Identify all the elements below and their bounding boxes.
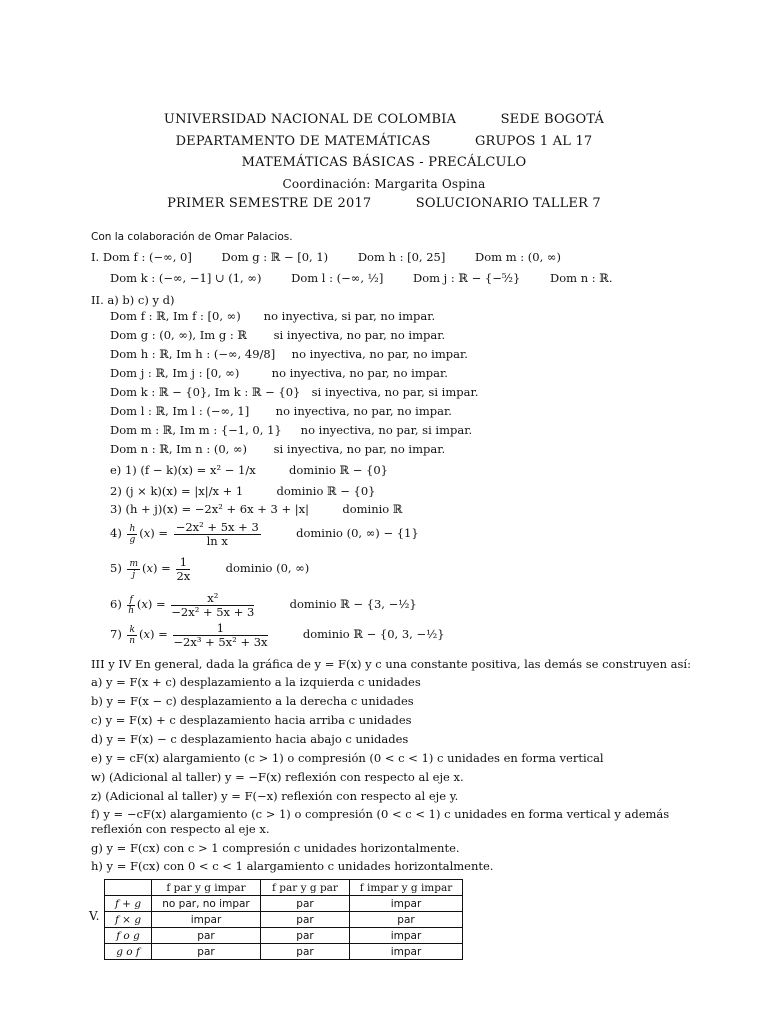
table-cell: impar [152, 912, 261, 928]
table-cell: par [152, 928, 261, 944]
property-domain: Dom n : ℝ, Im n : (0, ∞) [110, 442, 248, 456]
operation-domain: dominio ℝ − {3, −½} [289, 597, 417, 611]
operation-domain: dominio (0, ∞) [225, 561, 310, 575]
operation-expression: (j × k)(x) = |x|/x + 1 [125, 484, 244, 498]
section-1-row-2 [110, 270, 613, 286]
property-row [110, 403, 452, 419]
property-domain: Dom k : ℝ − {0}, Im k : ℝ − {0} [110, 385, 301, 399]
table-row [105, 896, 463, 912]
domain-j: Dom j : ℝ − {−⁵⁄₂} [412, 271, 521, 285]
property-text: no inyectiva, no par, no impar. [275, 404, 452, 418]
operation-row: 4) $\frac{h}{g}$ (x) = $\frac{\text{−2x² + 5x + 3}}{\text{ln x}}$ dominio (0, ∞) − {1} [110, 519, 419, 548]
transform-item: c) y = F(x) + c desplazamiento hacia arriba c unidades [91, 713, 412, 727]
groups-label: GRUPOS 1 AL 17 [474, 134, 593, 149]
operation-expression: (h + j)(x) = −2x² + 6x + 3 + |x| [125, 502, 310, 516]
operation-domain: dominio ℝ − {0} [289, 463, 389, 477]
campus-name: SEDE BOGOTÁ [500, 112, 605, 127]
table-cell: par [261, 928, 350, 944]
property-row [110, 441, 445, 457]
section-5-label: V. [89, 909, 100, 923]
row-header: f + g [105, 896, 152, 912]
table-cell: par [261, 912, 350, 928]
column-header: f par y g par [261, 880, 350, 896]
property-text: si inyectiva, no par, no impar. [273, 328, 446, 342]
operation-lhs: $\frac{k}{n}$ [129, 624, 136, 646]
semester-label: PRIMER SEMESTRE DE 2017 [167, 196, 372, 211]
course-title: MATEMÁTICAS BÁSICAS - PRECÁLCULO [241, 155, 527, 170]
operation-label: e) 1) [110, 463, 137, 477]
operation-domain: dominio ℝ − {0, 3, −½} [302, 627, 445, 641]
column-header: f par y g impar [152, 880, 261, 896]
table-row [105, 928, 463, 944]
operation-rhs: $\frac{\text{x²}}{\text{−2x² + 5x + 3}}$ [171, 590, 255, 619]
operation-domain: dominio ℝ − {0} [276, 484, 376, 498]
transform-item: f) y = −cF(x) alargamiento (c > 1) o compresión (0 < c < 1) c unidades en forma vertical y además [91, 807, 670, 821]
header-line-5 [0, 196, 768, 211]
property-domain: Dom l : ℝ, Im l : (−∞, 1] [110, 404, 250, 418]
property-text: no inyectiva, no par, si impar. [300, 423, 473, 437]
table-row [105, 944, 463, 960]
transform-item: w) (Adicional al taller) y = −F(x) reflexión con respecto al eje x. [91, 770, 464, 784]
section-3-intro: III y IV En general, dada la gráfica de y = F(x) y c una constante positiva, las demás se construyen así: [91, 657, 691, 671]
table-cell: par [261, 896, 350, 912]
table-cell: impar [350, 928, 463, 944]
operation-label: 5) [110, 561, 122, 575]
operation-lhs: $\frac{m}{j}$ [129, 558, 139, 580]
property-domain: Dom j : ℝ, Im j : [0, ∞) [110, 366, 240, 380]
property-row [110, 346, 468, 362]
row-header: f o g [105, 928, 152, 944]
row-header: f × g [105, 912, 152, 928]
operation-row: 5) $\frac{m}{j}$ (x) = $\frac{1}{2x}$ dominio (0, ∞) [110, 554, 310, 583]
transform-item: d) y = F(x) − c desplazamiento hacia abajo c unidades [91, 732, 409, 746]
table-cell: no par, no impar [152, 896, 261, 912]
transform-item: h) y = F(cx) con 0 < c < 1 alargamiento c unidades horizontalmente. [91, 859, 494, 873]
domain-l: Dom l : (−∞, ½] [291, 271, 384, 285]
property-text: no inyectiva, no par, no impar. [291, 347, 468, 361]
property-domain: Dom h : ℝ, Im h : (−∞, 49/8] [110, 347, 276, 361]
coordination-line: Coordinación: Margarita Ospina [282, 177, 486, 191]
transform-item: e) y = cF(x) alargamiento (c > 1) o compresión (0 < c < 1) c unidades en forma vertical [91, 751, 604, 765]
domain-n: Dom n : ℝ. [550, 271, 613, 285]
property-text: no inyectiva, si par, no impar. [263, 309, 436, 323]
operation-rhs: $\frac{1}{2x}$ [176, 554, 191, 583]
header-line-2 [0, 134, 768, 149]
table-row [105, 912, 463, 928]
property-text: si inyectiva, no par, no impar. [273, 442, 446, 456]
transform-item: g) y = F(cx) con c > 1 compresión c unidades horizontalmente. [91, 841, 460, 855]
column-header: f impar y g impar [350, 880, 463, 896]
header-line-1 [0, 112, 768, 127]
row-header: g o f [105, 944, 152, 960]
domain-g: Dom g : ℝ − [0, 1) [221, 250, 329, 264]
university-name: UNIVERSIDAD NACIONAL DE COLOMBIA [163, 112, 457, 127]
domain-f: I. Dom f : (−∞, 0] [91, 250, 192, 264]
operation-lhs: $\frac{f}{h}$ [128, 594, 135, 616]
domain-k: Dom k : (−∞, −1] ∪ (1, ∞) [110, 271, 262, 285]
property-row [110, 384, 478, 400]
operation-rhs: $\frac{1}{\text{−2x³ + 5x² + 3x}}$ [173, 620, 268, 649]
operation-lhs: $\frac{h}{g}$ [129, 523, 136, 545]
property-row [110, 422, 472, 438]
transform-item: b) y = F(x − c) desplazamiento a la derecha c unidades [91, 694, 414, 708]
table-corner [105, 880, 152, 896]
property-text: no inyectiva, no par, no impar. [271, 366, 448, 380]
operation-row: 6) $\frac{f}{h}$ (x) = $\frac{\text{x²}}{\text{−2x² + 5x + 3}}$ dominio ℝ − {3, −½} [110, 590, 417, 619]
transform-item: z) (Adicional al taller) y = F(−x) reflexión con respecto al eje y. [91, 789, 459, 803]
operation-expression: (f − k)(x) = x² − 1/x [140, 463, 256, 477]
property-domain: Dom g : (0, ∞), Im g : ℝ [110, 328, 247, 342]
operation-row [110, 483, 376, 499]
parity-table [104, 879, 463, 960]
operation-label: 7) [110, 627, 122, 641]
operation-label: 4) [110, 526, 122, 540]
operation-row [110, 462, 388, 478]
department-name: DEPARTAMENTO DE MATEMÁTICAS [175, 134, 431, 149]
property-text: si inyectiva, no par, si impar. [311, 385, 479, 399]
operation-row: 7) $\frac{k}{n}$ (x) = $\frac{1}{\text{−2x³ + 5x² + 3x}}$ dominio ℝ − {0, 3, −½} [110, 620, 445, 649]
collaboration-note: Con la colaboración de Omar Palacios. [91, 231, 293, 243]
operation-domain: dominio (0, ∞) − {1} [296, 526, 419, 540]
section-1-row-1 [91, 249, 561, 265]
table-cell: par [350, 912, 463, 928]
property-row [110, 365, 448, 381]
operation-rhs: $\frac{\text{−2x² + 5x + 3}}{\text{ln x}}$ [175, 519, 259, 548]
operation-label: 2) [110, 484, 122, 498]
table-header-row [105, 880, 463, 896]
property-domain: Dom m : ℝ, Im m : {−1, 0, 1} [110, 423, 282, 437]
property-domain: Dom f : ℝ, Im f : [0, ∞) [110, 309, 241, 323]
domain-h: Dom h : [0, 25] [357, 250, 446, 264]
table-cell: par [152, 944, 261, 960]
table-cell: par [261, 944, 350, 960]
table-cell: impar [350, 944, 463, 960]
operation-label: 3) [110, 502, 122, 516]
operation-label: 6) [110, 597, 122, 611]
property-row [110, 327, 445, 343]
property-row [110, 308, 435, 324]
document-title: SOLUCIONARIO TALLER 7 [415, 196, 601, 211]
domain-m: Dom m : (0, ∞) [475, 250, 561, 264]
section-2-heading: II. a) b) c) y d) [91, 293, 175, 307]
table-cell: impar [350, 896, 463, 912]
transform-item-continued: reflexión con respecto al eje x. [91, 822, 270, 836]
transform-item: a) y = F(x + c) desplazamiento a la izquierda c unidades [91, 675, 421, 689]
operation-row [110, 501, 402, 517]
operation-domain: dominio ℝ [342, 502, 403, 516]
